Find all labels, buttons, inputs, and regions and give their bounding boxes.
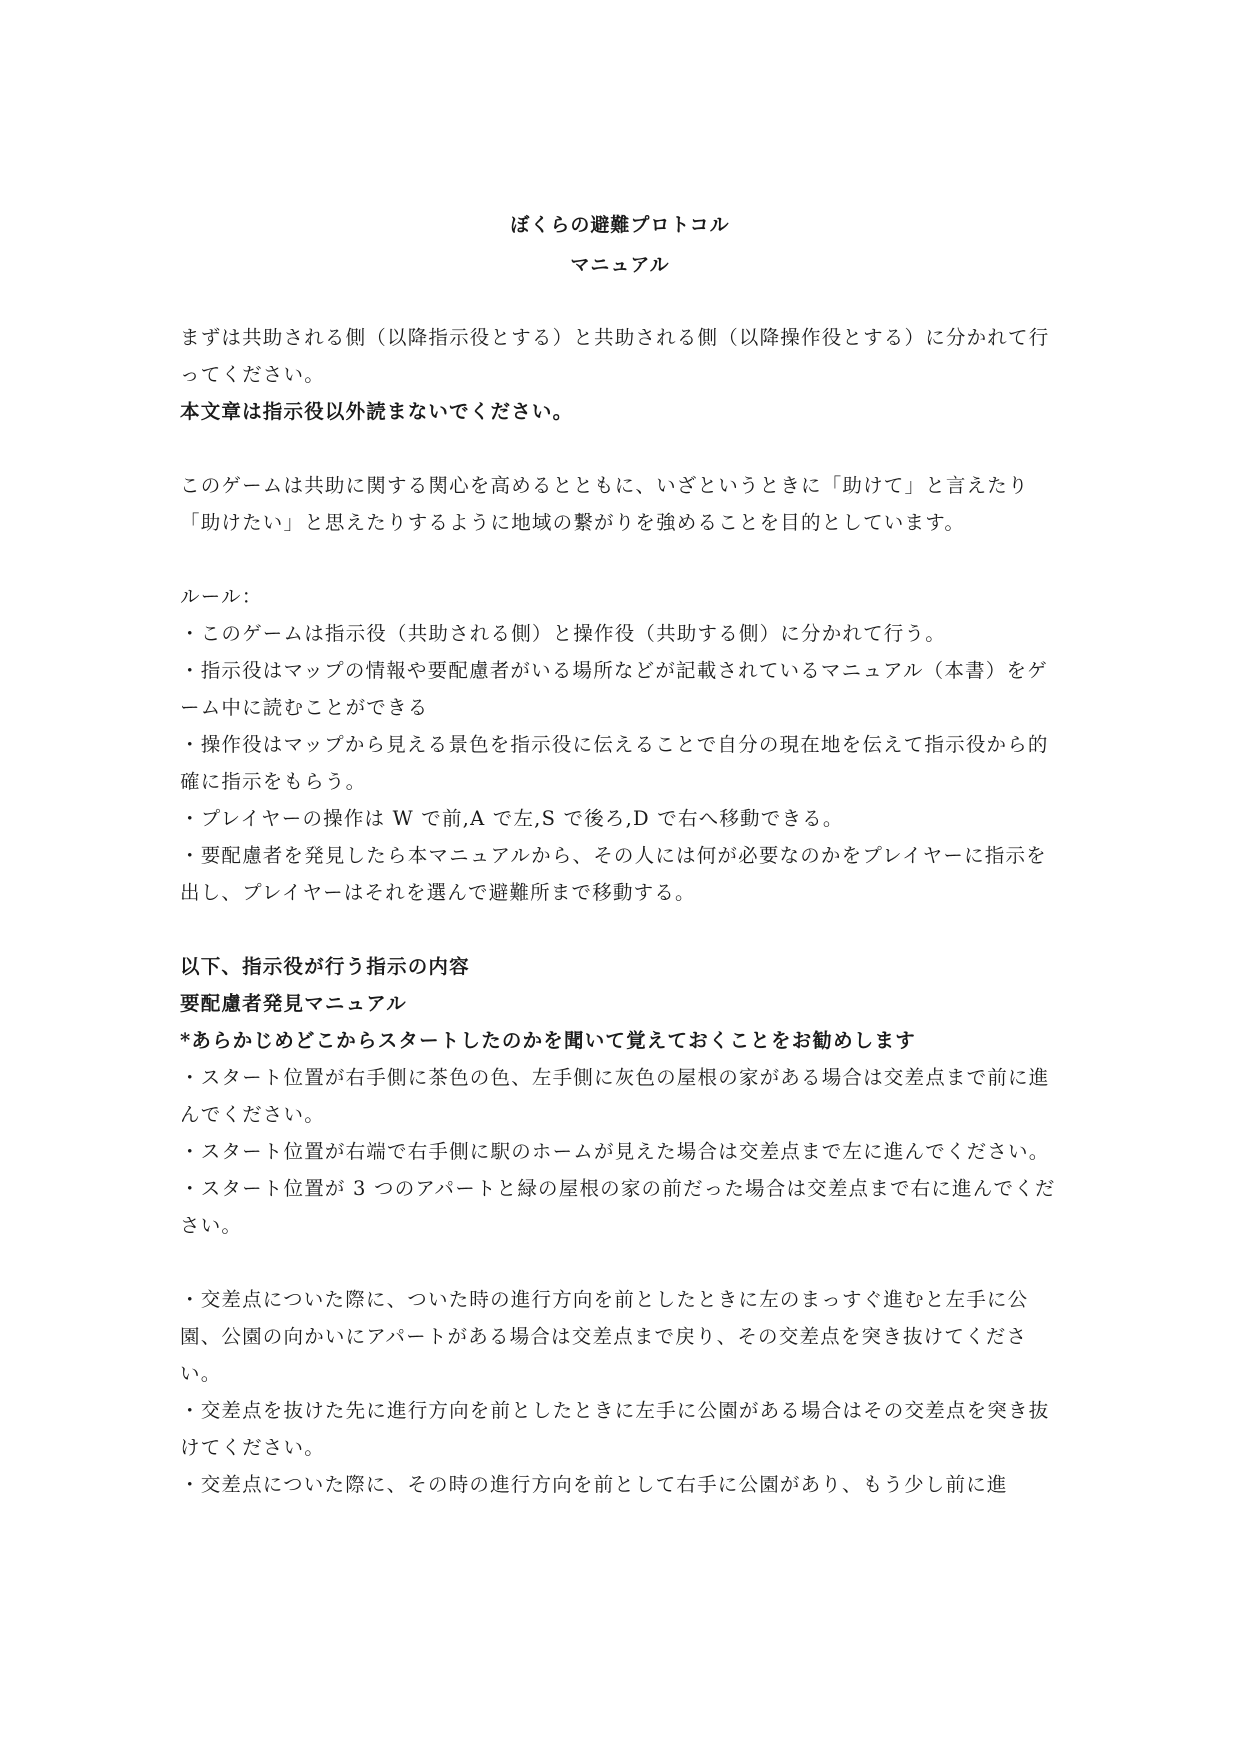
intersection-item: ・交差点を抜けた先に進行方向を前としたときに左手に公園がある場合はその交差点を突き抜けてください。 <box>180 1399 1050 1459</box>
document-title: ぼくらの避難プロトコル <box>510 214 730 236</box>
instructions-heading: 以下、指示役が行う指示の内容 <box>180 955 470 978</box>
rule-item: ・このゲームは指示役（共助される側）と操作役（共助する側）に分かれて行う。 <box>180 622 946 645</box>
purpose-paragraph: このゲームは共助に関する関心を高めるとともに、いざというときに「助けて」と言えたり「助けたい」と思えたりするように地域の繋がりを強めることを目的としています。 <box>180 474 1029 534</box>
instructions-subheading: 要配慮者発見マニュアル <box>180 992 407 1015</box>
rules-heading: ルール： <box>180 585 263 608</box>
start-item: ・スタート位置が 3 つのアパートと緑の屋根の家の前だった場合は交差点まで右に進んでください。 <box>180 1177 1056 1237</box>
title-block <box>180 205 1060 285</box>
reader-warning: 本文章は指示役以外読まないでください。 <box>180 400 574 423</box>
rule-item: ・要配慮者を発見したら本マニュアルから、その人には何が必要なのかをプレイヤーに指示を出し、プレイヤーはそれを選んで避難所まで移動する。 <box>180 844 1047 904</box>
start-item: ・スタート位置が右手側に茶色の色、左手側に灰色の屋根の家がある場合は交差点まで前に進んでください。 <box>180 1066 1050 1126</box>
start-item: ・スタート位置が右端で右手側に駅のホームが見えた場合は交差点まで左に進んでください。 <box>180 1140 1050 1163</box>
rule-item: ・プレイヤーの操作は W で前,A で左,S で後ろ,D で右へ移動できる。 <box>180 807 844 830</box>
instructions-note: *あらかじめどこからスタートしたのかを聞いて覚えておくことをお勧めします <box>180 1029 916 1052</box>
document-subtitle: マニュアル <box>570 254 670 276</box>
rule-item: ・指示役はマップの情報や要配慮者がいる場所などが記載されているマニュアル（本書）をゲーム中に読むことができる <box>180 659 1048 719</box>
document-page <box>180 205 1060 1503</box>
intersection-item: ・交差点についた際に、その時の進行方向を前として右手に公園があり、もう少し前に進 <box>180 1473 1008 1496</box>
intro-paragraph: まずは共助される側（以降指示役とする）と共助される側（以降操作役とする）に分かれて行ってください。 <box>180 326 1050 386</box>
intersection-item: ・交差点についた際に、ついた時の進行方向を前としたときに左のまっすぐ進むと左手に公園、公園の向かいにアパートがある場合は交差点まで戻り、その交差点を突き抜けてください。 <box>180 1288 1029 1385</box>
rule-item: ・操作役はマップから見える景色を指示役に伝えることで自分の現在地を伝えて指示役から的確に指示をもらう。 <box>180 733 1049 793</box>
